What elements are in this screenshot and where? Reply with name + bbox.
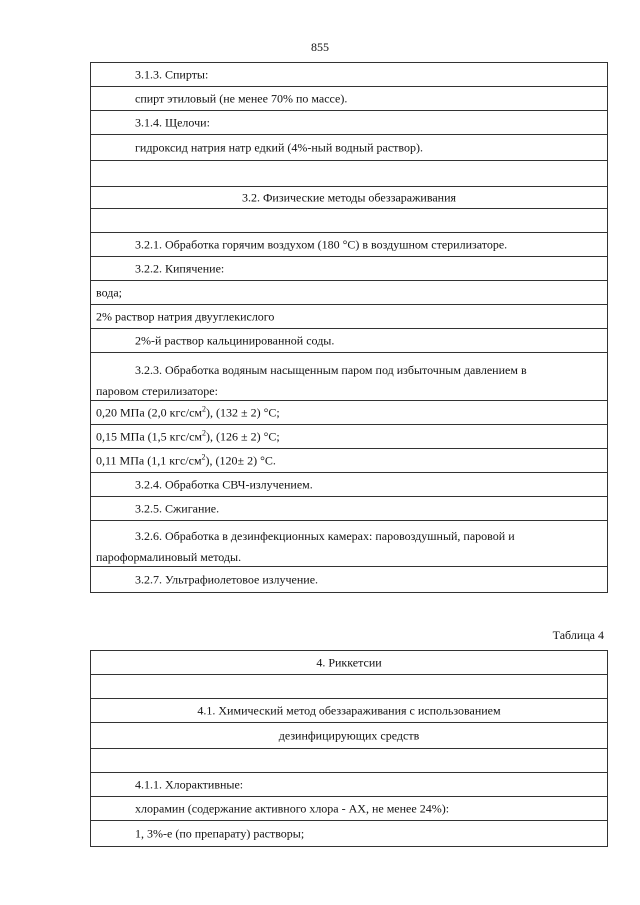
row-text-line1: 3.2.6. Обработка в дезинфекционных камерах: паровоздушный, паровой и — [135, 529, 515, 543]
row-text: хлорамин (содержание активного хлора - АХ, не менее 24%): — [135, 801, 450, 815]
row-text: 1, 3%-е (по препарату) растворы; — [135, 826, 305, 840]
table-row — [91, 63, 607, 87]
section-title: 3.2. Физические методы обеззараживания — [241, 190, 457, 204]
table-row — [91, 567, 607, 593]
table-row — [91, 521, 607, 567]
table-caption: Таблица 4 — [552, 628, 604, 642]
row-text: 0,11 МПа (1,1 кгс/$см^2$), (120± 2) °C. — [96, 452, 276, 467]
table-row — [91, 497, 607, 521]
disinfection-table-4 — [90, 650, 608, 847]
row-text: 0,20 МПа (2,0 кгс/$см^2$), (132 ± 2) °C; — [96, 404, 280, 419]
table-row — [91, 87, 607, 111]
row-text: 3.1.3. Спирты: — [135, 67, 209, 81]
row-text: 3.2.7. Ультрафиолетовое излучение. — [135, 572, 319, 586]
table-row — [91, 425, 607, 449]
section-header-row — [91, 651, 607, 675]
table-row — [91, 257, 607, 281]
row-text: 0,15 МПа (1,5 кгс/$см^2$), (126 ± 2) °C; — [96, 428, 280, 443]
table-row — [91, 401, 607, 425]
row-text: 3.2.1. Обработка горячим воздухом (180 °C) в воздушном стерилизаторе. — [135, 237, 508, 251]
section-title: дезинфицирующих средств — [278, 728, 420, 742]
table-row — [91, 821, 607, 847]
row-text: 2% раствор натрия двууглекислого — [96, 309, 275, 323]
table-row — [91, 135, 607, 161]
table-row — [91, 449, 607, 473]
table-row — [91, 329, 607, 353]
row-text: 3.2.4. Обработка СВЧ-излучением. — [135, 477, 313, 491]
row-text: вода; — [96, 285, 123, 299]
section-header-row — [91, 187, 607, 209]
row-text: спирт этиловый (не менее 70% по массе). — [135, 91, 348, 105]
table-row-empty — [91, 675, 607, 699]
table-row — [91, 111, 607, 135]
table-row-empty — [91, 161, 607, 187]
table-row — [91, 797, 607, 821]
section-title: 4. Риккетсии — [316, 655, 382, 669]
table-row — [91, 305, 607, 329]
table-row — [91, 281, 607, 305]
row-text: гидроксид натрия натр едкий (4%-ный водный раствор). — [135, 140, 423, 154]
section-header-row — [91, 723, 607, 749]
row-text: 2%-й раствор кальцинированной соды. — [135, 333, 335, 347]
section-title: 4.1. Химический метод обеззараживания с использованием — [197, 703, 501, 717]
table-row — [91, 773, 607, 797]
disinfection-table-3 — [90, 62, 608, 593]
row-text-line1: 3.2.3. Обработка водяным насыщенным паром под избыточным давлением в — [135, 363, 527, 377]
row-text: 3.2.5. Сжигание. — [135, 501, 220, 515]
row-text-line2: пароформалиновый методы. — [96, 550, 242, 564]
table-row — [91, 233, 607, 257]
page-number: 855 — [311, 40, 329, 54]
row-text: 3.1.4. Щелочи: — [135, 115, 210, 129]
row-text: 3.2.2. Кипячение: — [135, 261, 225, 275]
section-header-row — [91, 699, 607, 723]
table-row — [91, 353, 607, 401]
row-text: 4.1.1. Хлорактивные: — [135, 777, 244, 791]
row-text-line2: паровом стерилизаторе: — [96, 384, 218, 398]
table-row — [91, 473, 607, 497]
table-row-empty — [91, 749, 607, 773]
table-row-empty — [91, 209, 607, 233]
